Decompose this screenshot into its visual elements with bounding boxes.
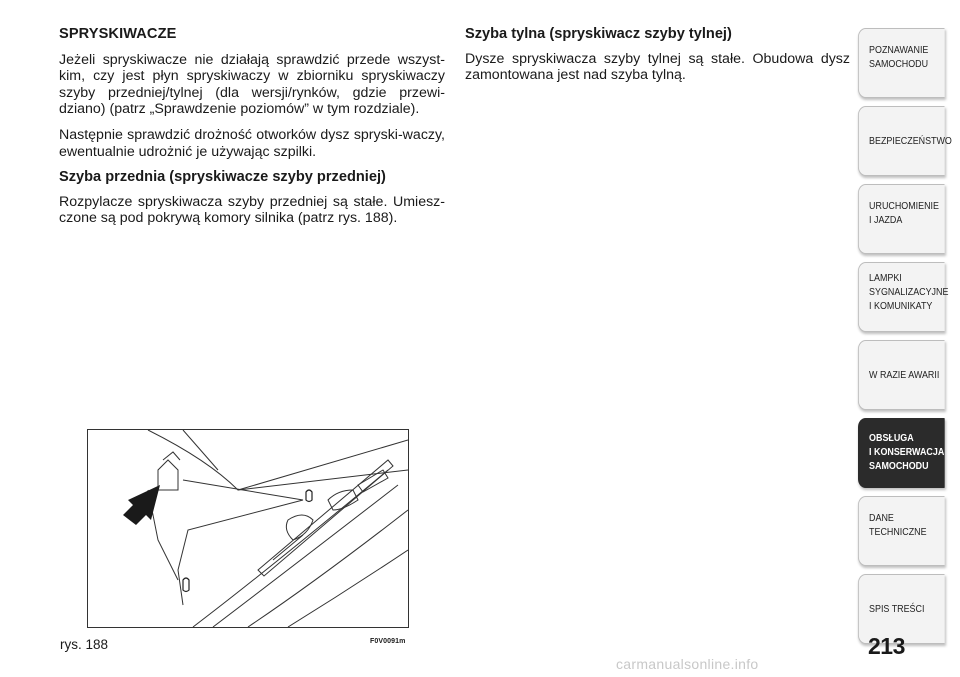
- figure-code: F0V0091m: [370, 638, 406, 645]
- tab-uruchomienie-i-jazda[interactable]: URUCHOMIENIE I JAZDA: [858, 184, 945, 254]
- figure-caption: rys. 188: [60, 637, 109, 652]
- figure-washer-nozzles: [87, 429, 409, 628]
- paragraph-front-sprayers: Rozpylacze spryskiwacza szyby przedniej są stałe. Umiesz-czone są pod pokrywą komory silnika (patrz rys. 188).: [59, 193, 445, 227]
- tab-spis-tresci[interactable]: SPIS TREŚCI: [858, 574, 945, 644]
- tab-poznawanie-samochodu[interactable]: POZNAWANIE SAMOCHODU: [858, 28, 945, 98]
- tab-w-razie-awarii[interactable]: W RAZIE AWARII: [858, 340, 945, 410]
- tab-dane-techniczne[interactable]: DANE TECHNICZNE: [858, 496, 945, 566]
- section-heading: SPRYSKIWACZE: [59, 26, 177, 42]
- page-number: 213: [868, 633, 905, 659]
- subheading-front-windscreen: Szyba przednia (spryskiwacze szyby przedniej): [59, 169, 386, 186]
- subheading-rear-window: Szyba tylna (spryskiwacz szyby tylnej): [465, 26, 732, 42]
- chapter-tabs: [858, 28, 960, 652]
- right-column: [465, 26, 850, 93]
- tab-obsluga-i-konserwacja[interactable]: OBSŁUGA I KONSERWACJA SAMOCHODU: [858, 418, 945, 488]
- paragraph-nozzles-clean: Następnie sprawdzić drożność otworków dysz spryski-waczy, ewentualnie udrożnić je używając szpilki.: [59, 126, 445, 160]
- tab-lampki-sygnalizacyjne[interactable]: LAMPKI SYGNALIZACYJNE I KOMUNIKATY: [858, 262, 945, 332]
- washer-nozzle-illustration: [88, 430, 408, 627]
- tab-bezpieczenstwo[interactable]: BEZPIECZEŃSTWO: [858, 106, 945, 176]
- watermark: carmanualsonline.info: [616, 656, 759, 672]
- left-column: [59, 26, 445, 236]
- paragraph-rear-nozzles: Dysze spryskiwacza szyby tylnej są stałe. Obudowa dysz zamontowana jest nad szyba tylną.: [465, 50, 850, 84]
- paragraph-washers-check: Jeżeli spryskiwacze nie działają sprawdzić przede wszyst-kim, czy jest płyn spryskiwaczy w zbiorniku spryskiwaczy szyby przedniej/tylnej (dla wersji/rynków, gdzie przewi-dziano) (patrz „Sprawdzenie poziomów” w tym rozdziale).: [59, 51, 445, 118]
